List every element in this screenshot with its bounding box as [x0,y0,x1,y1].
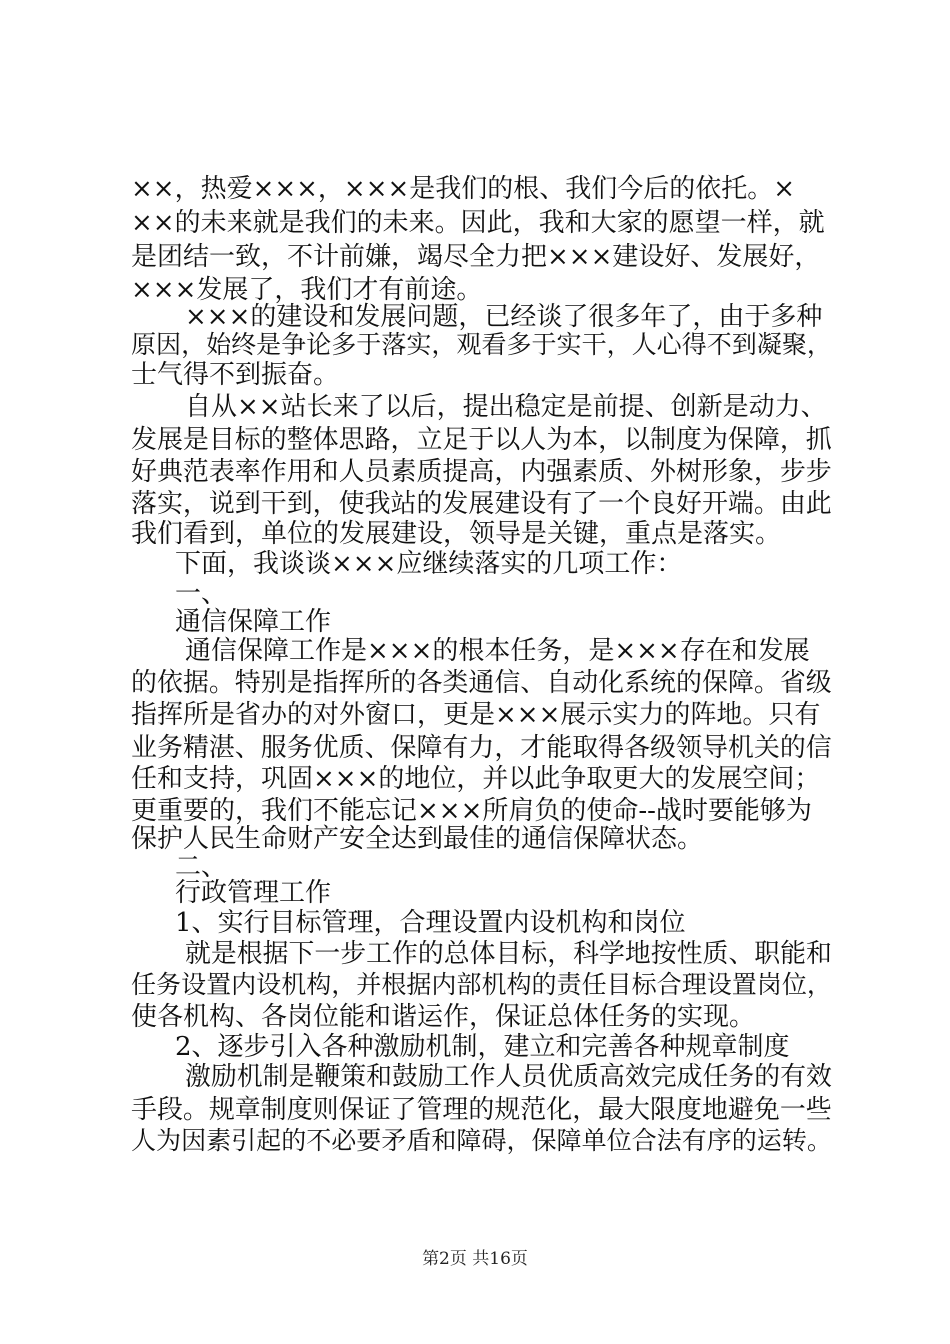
text-line: 激励机制是鞭策和鼓励工作人员优质高效完成任务的有效 [185,1062,832,1092]
section-heading: 通信保障工作 [175,607,332,637]
subsection-heading: 2、逐步引入各种激励机制，建立和完善各种规章制度 [175,1032,790,1062]
text-line: 我们看到，单位的发展建设，领导是关键，重点是落实。 [131,519,782,549]
text-line: 业务精湛、服务优质、保障有力，才能取得各级领导机关的信 [131,733,832,763]
text-line: 落实，说到干到，使我站的发展建设有了一个良好开端。由此 [131,489,832,519]
text-line: 任和支持，巩固×××的地位，并以此争取更大的发展空间； [131,764,821,794]
text-line: 好典范表率作用和人员素质提高，内强素质、外树形象，步步 [131,457,832,487]
text-line: 原因，始终是争论多于落实，观看多于实干，人心得不到凝聚， [131,330,832,359]
text-line: 自从××站长来了以后，提出稳定是前提、创新是动力、 [185,392,827,422]
text-line: 是团结一致，不计前嫌，竭尽全力把×××建设好、发展好， [131,242,821,272]
text-line: 下面，我谈谈×××应继续落实的几项工作： [175,549,683,579]
text-line: 指挥所是省办的对外窗口，更是×××展示实力的阵地。只有 [131,700,821,730]
text-line: 使各机构、各岗位能和谐运作，保证总体任务的实现。 [131,1002,756,1032]
text-line: 就是根据下一步工作的总体目标，科学地按性质、职能和 [185,939,832,969]
text-line: 任务设置内设机构，并根据内部机构的责任目标合理设置岗位， [131,970,832,999]
text-line: 士气得不到振奋。 [131,360,340,390]
text-line: 发展是目标的整体思路，立足于以人为本，以制度为保障，抓 [131,425,832,455]
text-line: ×××的建设和发展问题，已经谈了很多年了，由于多种 [185,302,823,332]
page-number-footer: 第2页 共16页 [422,1249,528,1269]
text-line: ××，热爱×××，×××是我们的根、我们今后的依托。× [131,174,796,204]
section-number: 一、 [175,579,228,609]
section-number: 二、 [175,852,228,882]
text-line: ××的未来就是我们的未来。因此，我和大家的愿望一样，就 [131,208,825,238]
text-line: 人为因素引起的不必要矛盾和障碍，保障单位合法有序的运转。 [131,1126,832,1155]
text-line: 通信保障工作是×××的根本任务，是×××存在和发展 [185,636,810,666]
text-line: 的依据。特别是指挥所的各类通信、自动化系统的保障。省级 [131,668,832,698]
section-heading: 行政管理工作 [175,878,332,908]
text-line: 更重要的，我们不能忘记×××所肩负的使命--战时要能够为 [131,796,812,826]
text-line: ×××发展了，我们才有前途。 [131,275,483,305]
subsection-heading: 1、实行目标管理，合理设置内设机构和岗位 [175,908,686,938]
text-line: 保护人民生命财产安全达到最佳的通信保障状态。 [131,824,704,854]
text-line: 手段。规章制度则保证了管理的规范化，最大限度地避免一些 [131,1095,832,1125]
